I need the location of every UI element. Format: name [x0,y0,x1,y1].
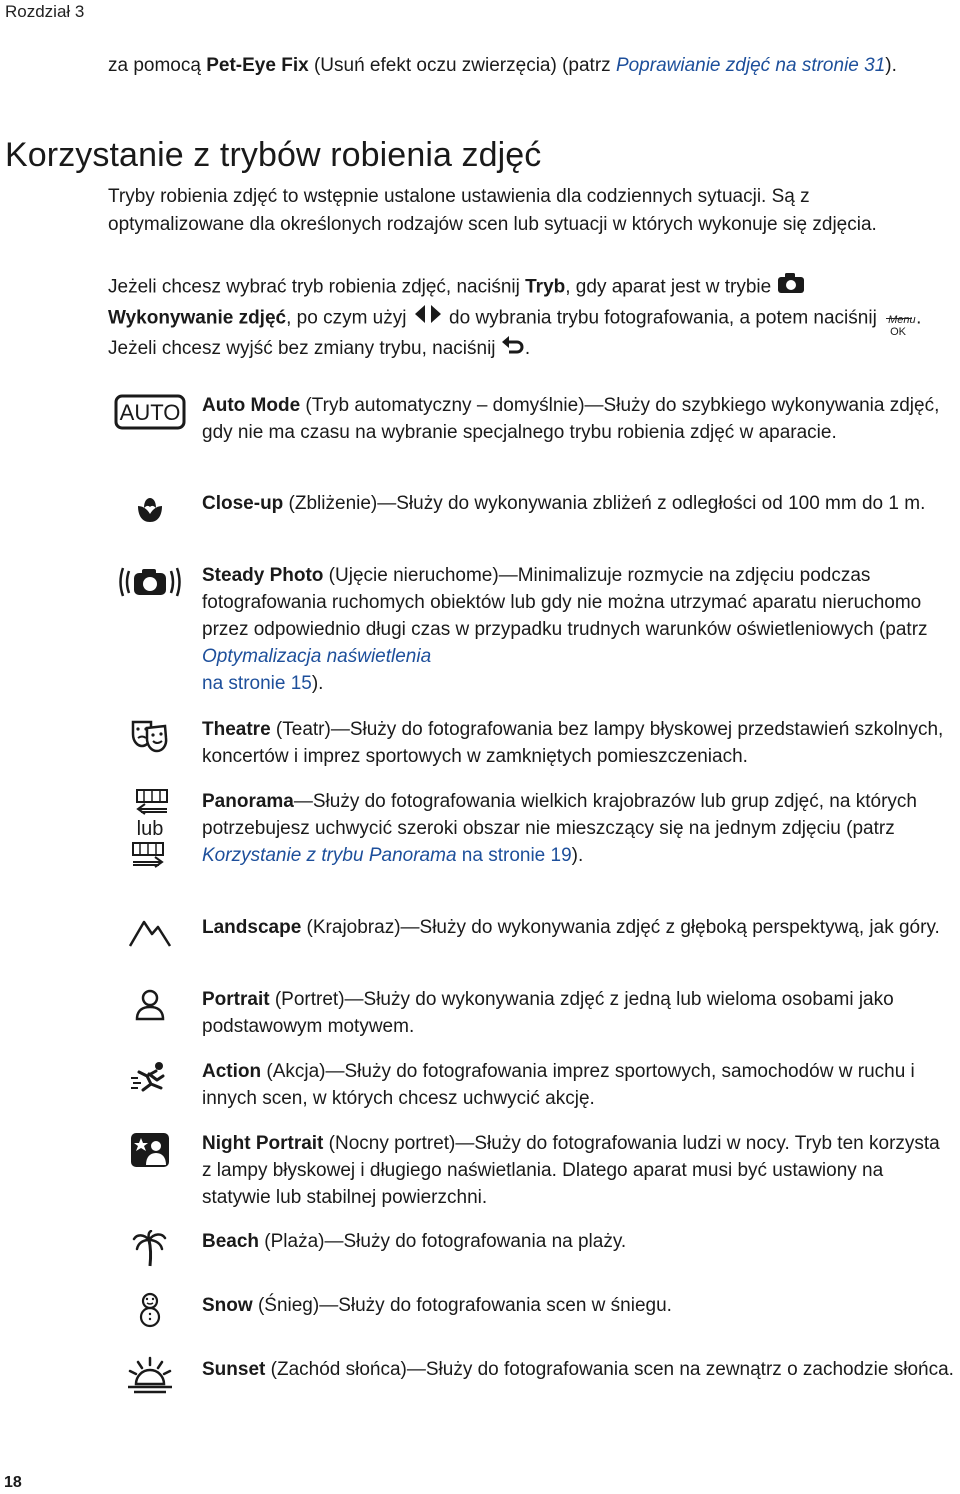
mode-desc: (Ujęcie nieruchome)—Minimalizuje rozmycie na zdjęciu podczas fotografowania ruchomych obiektów lub gdy nie można utrzymać aparatu nieruchomo przez odpowiednio długi czas w przypadku trudnych warunków oświetleniowych (patrz [202,565,928,640]
p2-text-a: Jeżeli chcesz wybrać tryb robienia zdjęć, naciśnij [108,276,526,298]
auto-icon [110,394,190,430]
intro-link[interactable]: Poprawianie zdjęć na stronie 31 [615,55,886,76]
action-runner-icon [110,1060,190,1096]
mode-description [202,490,954,517]
mode-name: Steady Photo [202,565,324,586]
mode-name: Action [202,1061,262,1082]
p2-text-f: do wybrania trybu fotografowania, a potem naciśnij [443,307,883,329]
back-arrow-icon [501,334,525,363]
mode-desc: (Śnieg)—Służy do fotografowania scen w śniegu. [252,1295,672,1316]
p2-text-h: . [524,338,531,359]
night-portrait-icon [110,1132,190,1168]
section-paragraph-1: Tryby robienia zdjęć to wstępnie ustalone ustawienia dla codziennych sytuacji. Są z optymalizowane dla określonych rodzajów scen lub sytuacji w których wykonuje się zdjęcia. [108,186,877,235]
mode-name: Snow [202,1295,253,1316]
mode-name: Landscape [202,917,302,938]
auto-icon-text: AUTO [119,400,181,425]
left-right-arrows-icon [412,303,444,334]
mode-description [202,1228,954,1255]
steady-photo-icon [110,564,190,600]
snow-snowman-icon [110,1292,190,1328]
mode-link-page: na stronie 19 [456,845,572,866]
mode-name: Auto Mode [202,395,301,416]
mode-description [202,1356,954,1383]
intro-text-mid: (Usuń efekt oczu zwierzęcia) (patrz [308,55,616,76]
p2-bold-tryb: Tryb [525,276,566,298]
mode-description [202,914,954,941]
camera-icon [776,272,806,303]
mode-desc: —Służy do fotografowania wielkich krajobrazów lub grup zdjęć, na których potrzebujesz uchwycić szeroki obszar nie mieszczący się na jednym zdjęciu (patrz [202,791,917,839]
menu-label: Menu [888,313,916,326]
mode-link-title: Optymalizacja naświetlenia [202,646,432,667]
panorama-or-label: lub [136,818,164,840]
panorama-icon [110,788,190,871]
sunset-icon [110,1356,190,1396]
mode-desc: (Teatr)—Służy do fotografowania bez lampy błyskowej przedstawień szkolnych, koncertów i imprez sportowych w zamkniętych pomieszczeniach. [202,719,944,767]
mode-desc: (Nocny portret)—Służy do fotografowania ludzi w nocy. Tryb ten korzysta z lampy błyskowej i długiego naświetlania. Dlatego aparat musi być ustawiony na statywie lub stabilnej powierzchni. [202,1133,940,1208]
mode-description [202,1130,954,1211]
panorama-left-icon [129,788,171,818]
panorama-right-icon [129,841,171,871]
mode-desc: (Portret)—Służy do wykonywania zdjęć z jedną lub wieloma osobami jako podstawowym motywem. [202,989,894,1037]
p2-text-e: , po czym użyj [286,307,412,329]
mode-description [202,788,954,869]
mode-description [202,1058,954,1112]
mode-desc: (Tryb automatyczny – domyślnie)—Służy do szybkiego wykonywania zdjęć, gdy nie ma czasu na wybranie specjalnego trybu robienia zdjęć w aparacie. [202,395,940,443]
p2-bold-wykonywanie: Wykonywanie zdjęć [108,307,287,329]
p2-text-c: , gdy aparat jest w trybie [565,276,777,298]
theatre-masks-icon [110,716,190,754]
mode-desc: (Zachód słońca)—Służy do fotografowania scen na zewnątrz o zachodzie słońca. [265,1359,954,1380]
p2-text-g: . Jeżeli chcesz wyjść bez zmiany trybu, naciśnij [108,307,922,359]
intro-text-post: ). [885,55,897,76]
page-number: 18 [4,1474,22,1491]
beach-palm-icon [110,1230,190,1268]
mode-description [202,392,954,446]
mode-name: Night Portrait [202,1133,324,1154]
mode-name: Beach [202,1231,260,1252]
landscape-mountain-icon [110,918,190,948]
mode-desc: (Plaża)—Służy do fotografowania na plaży. [259,1231,627,1252]
mode-description [202,716,954,770]
macro-flower-icon [110,496,190,524]
portrait-icon [110,988,190,1022]
intro-text: za pomocą [108,55,207,76]
mode-description [202,562,954,697]
ok-label: OK [890,325,906,338]
mode-description [202,986,954,1040]
mode-desc: (Krajobraz)—Służy do wykonywania zdjęć z głęboką perspektywą, jak góry. [301,917,940,938]
mode-name: Theatre [202,719,271,740]
mode-link-title: Korzystanie z trybu Panorama [202,845,457,866]
mode-desc: (Zbliżenie)—Służy do wykonywania zbliżeń z odległości od 100 mm do 1 m. [283,493,926,514]
intro-paragraph [108,52,908,80]
section-paragraph-2 [108,272,938,363]
mode-link[interactable] [202,845,572,866]
mode-name: Panorama [202,791,294,812]
mode-name: Portrait [202,989,270,1010]
mode-desc-post: ). [571,845,584,866]
mode-name: Sunset [202,1359,266,1380]
mode-description [202,1292,954,1319]
mode-desc-post: ). [311,673,324,694]
mode-desc: (Akcja)—Służy do fotografowania imprez sportowych, samochodów w ruchu i innych scen, w których chcesz uchwycić akcję. [202,1061,915,1109]
intro-bold: Pet-Eye Fix [206,55,309,76]
menu-ok-icon [884,306,916,338]
chapter-header: Rozdział 3 [5,2,85,21]
section-title: Korzystanie z trybów robienia zdjęć [5,136,542,174]
mode-name: Close-up [202,493,284,514]
mode-link-page: na stronie 15 [202,673,312,694]
